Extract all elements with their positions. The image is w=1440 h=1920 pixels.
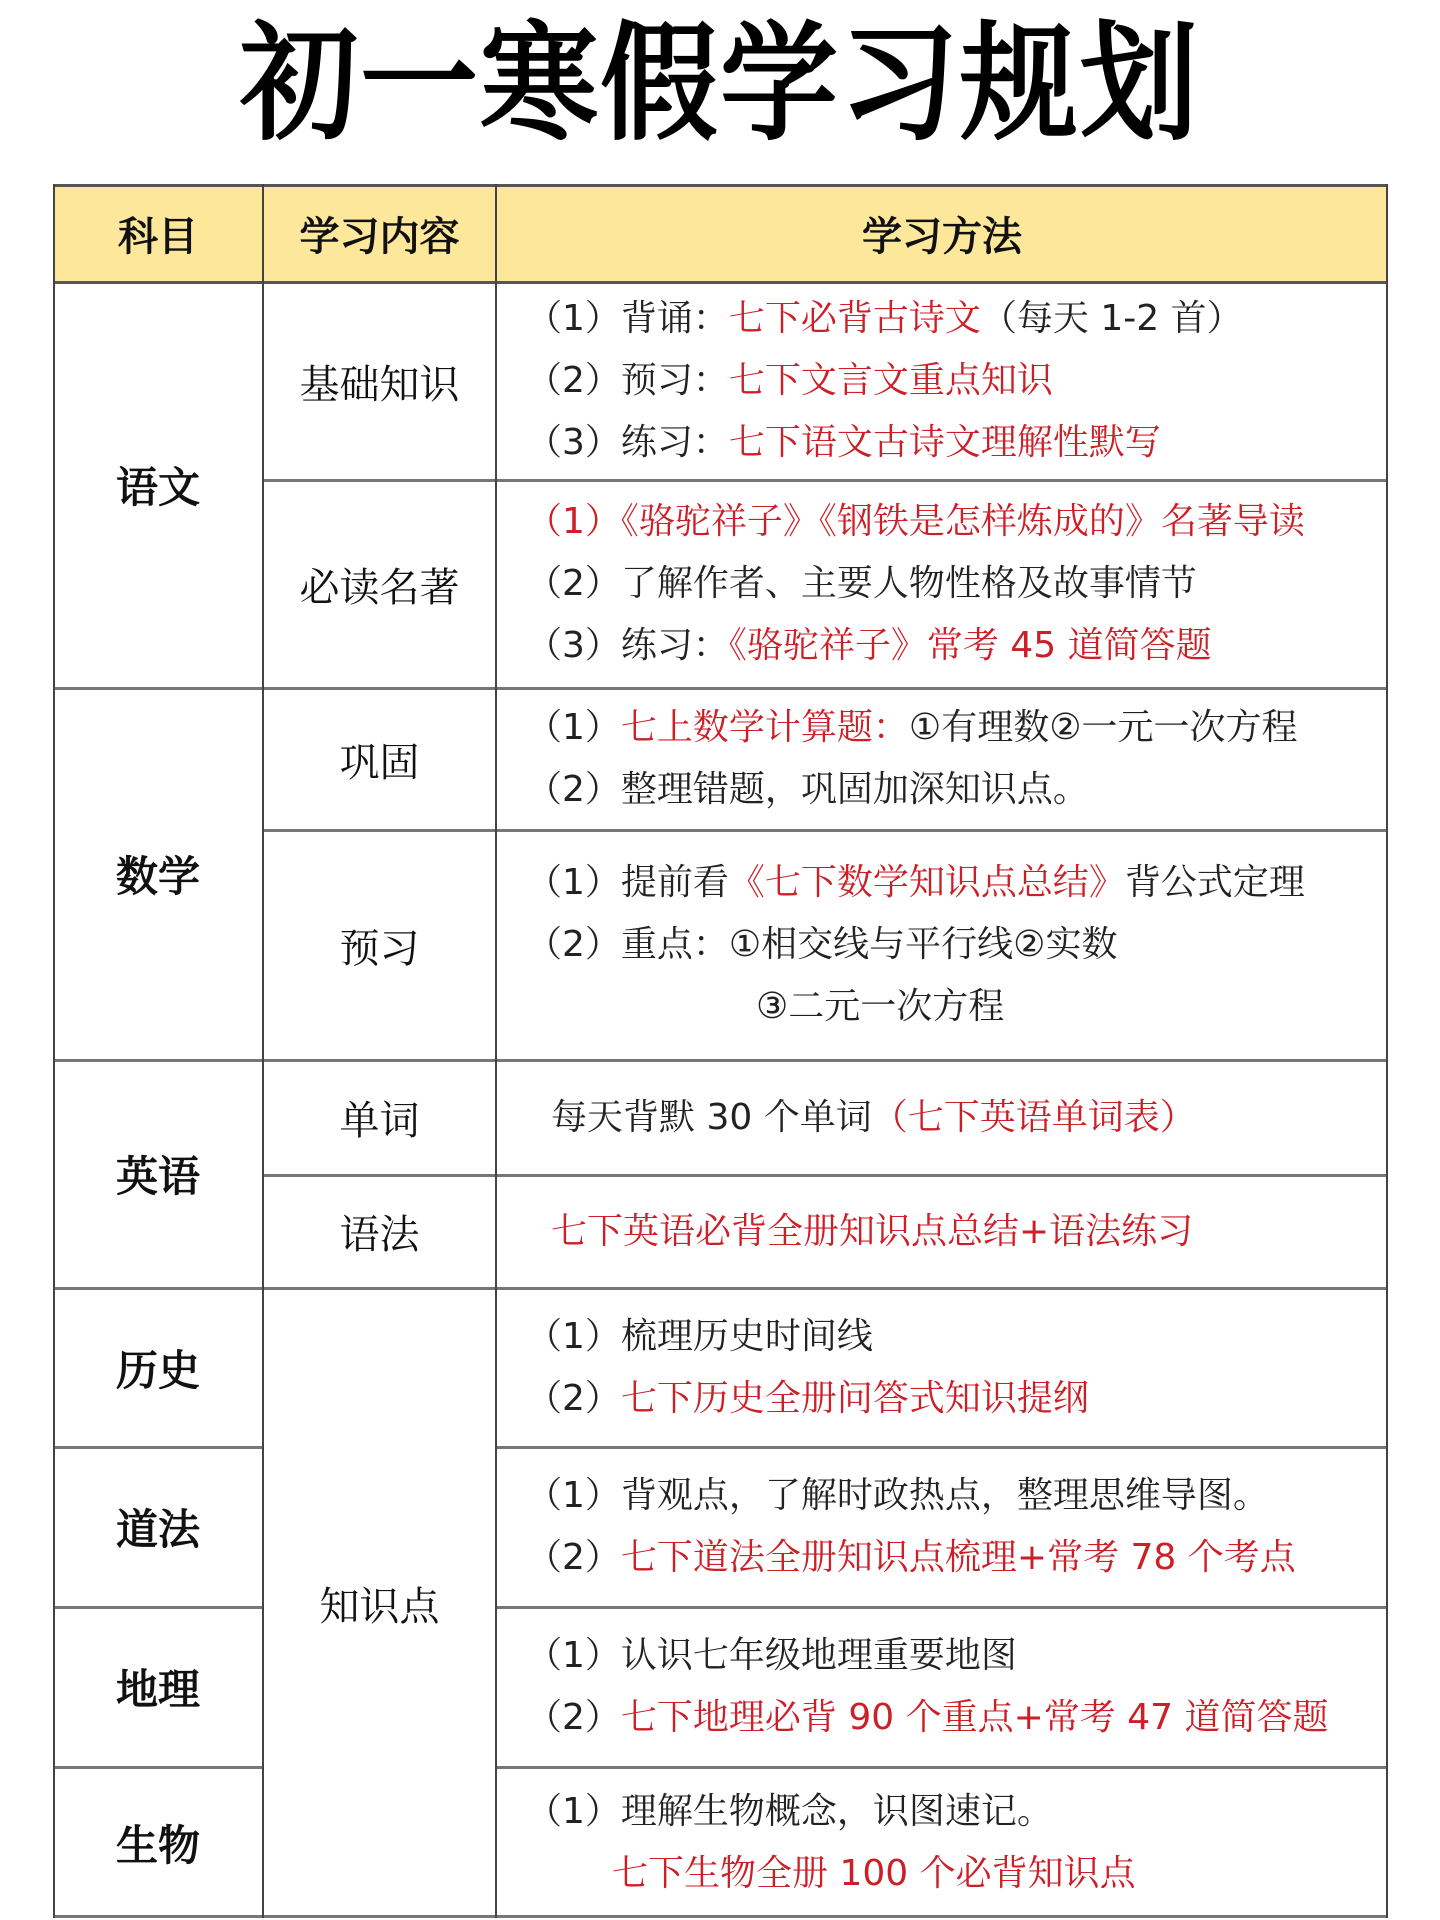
border xyxy=(53,1059,1388,1062)
method-cell xyxy=(496,688,1388,830)
subject-politics: 道法 xyxy=(115,1505,200,1554)
header-content: 学习内容 xyxy=(299,213,460,260)
method-text: （1） xyxy=(526,707,621,748)
border xyxy=(262,184,264,1918)
highlight-text: （七下英语单词表） xyxy=(871,1096,1196,1138)
method-text: ①有理数②一元一次方程 xyxy=(908,707,1298,748)
header-method: 学习方法 xyxy=(862,213,1022,260)
highlight-text: （1）《骆驼祥子》《钢铁是怎样炼成的》名著导读 xyxy=(526,501,1305,542)
highlight-text: 《七下数学知识点总结》 xyxy=(728,862,1125,903)
border xyxy=(496,1606,1388,1609)
method-line xyxy=(526,1306,1388,1368)
method-cell xyxy=(496,1288,1388,1447)
method-line xyxy=(526,1781,1388,1843)
topic-basic-knowledge: 基础知识 xyxy=(299,361,460,408)
method-cell xyxy=(496,282,1388,480)
topic-required-reading: 必读名著 xyxy=(299,564,460,611)
method-line xyxy=(526,1368,1388,1430)
method-line xyxy=(526,759,1388,821)
method-text: （2）预习： xyxy=(526,360,729,401)
highlight-text: 七下历史全册问答式知识提纲 xyxy=(620,1377,1089,1419)
method-line xyxy=(526,852,1388,914)
method-text: （2）整理错题，巩固加深知识点。 xyxy=(526,769,1089,810)
method-text: （2） xyxy=(526,1697,621,1738)
method-text: 背公式定理 xyxy=(1124,862,1305,903)
border xyxy=(53,1915,1388,1918)
topic-grammar: 语法 xyxy=(339,1212,420,1258)
border xyxy=(53,1766,263,1769)
method-line xyxy=(551,1087,1388,1149)
border xyxy=(496,1766,1388,1769)
subject-chinese: 语文 xyxy=(115,463,200,512)
highlight-text: 《骆驼祥子》常考 45 道简答题 xyxy=(728,625,1212,666)
border xyxy=(53,184,1388,187)
border xyxy=(1386,184,1388,1918)
method-cell xyxy=(496,1607,1388,1767)
subject-math: 数学 xyxy=(115,852,200,901)
method-text: （2）重点：①相交线与平行线②实数 xyxy=(526,924,1118,965)
method-text: （每天 1-2 首） xyxy=(980,298,1243,339)
method-text: （2） xyxy=(526,1537,621,1578)
topic-consolidate: 巩固 xyxy=(339,739,420,786)
highlight-text: 七上数学计算题： xyxy=(620,707,909,748)
method-cell xyxy=(496,1767,1388,1918)
method-cell xyxy=(496,1447,1388,1607)
border xyxy=(53,1606,263,1609)
page-title: 初一寒假学习规划 xyxy=(239,8,1200,158)
highlight-text: 七下英语必背全册知识点总结+语法练习 xyxy=(551,1210,1194,1252)
method-text: ③二元一次方程 xyxy=(756,986,1005,1027)
border xyxy=(263,829,1388,832)
highlight-text: 七下文言文重点知识 xyxy=(728,360,1053,401)
method-cell xyxy=(496,1060,1388,1175)
method-line xyxy=(526,615,1388,677)
subject-history: 历史 xyxy=(115,1345,200,1395)
method-line xyxy=(526,976,1388,1038)
topic-knowledge-points: 知识点 xyxy=(319,1583,440,1630)
method-line xyxy=(526,288,1388,350)
method-cell xyxy=(496,480,1388,688)
method-text: （2）了解作者、主要人物性格及故事情节 xyxy=(526,563,1197,604)
method-text: （3）练习： xyxy=(526,625,729,666)
subject-geography: 地理 xyxy=(115,1665,200,1714)
highlight-text: 七下道法全册知识点梳理+常考 78 个考点 xyxy=(620,1537,1296,1578)
method-line xyxy=(526,697,1388,759)
method-text: 每天背默 30 个单词 xyxy=(551,1096,872,1138)
method-text: （1）理解生物概念，识图速记。 xyxy=(526,1790,1053,1832)
method-line xyxy=(526,1527,1388,1589)
subject-english: 英语 xyxy=(115,1152,200,1201)
highlight-text: 七下地理必背 90 个重点+常考 47 道简答题 xyxy=(620,1697,1329,1738)
method-line xyxy=(526,350,1388,412)
method-line xyxy=(526,412,1388,474)
study-plan-table xyxy=(53,184,1388,1918)
method-line xyxy=(526,914,1388,976)
method-cell xyxy=(496,830,1388,1060)
method-line xyxy=(526,1625,1388,1687)
subject-biology: 生物 xyxy=(115,1820,200,1870)
border xyxy=(53,281,1388,284)
border xyxy=(263,479,1388,482)
method-line xyxy=(526,553,1388,615)
topic-vocabulary: 单词 xyxy=(339,1098,420,1144)
method-text: （1）认识七年级地理重要地图 xyxy=(526,1635,1017,1676)
method-line xyxy=(526,491,1388,553)
border xyxy=(53,184,55,1918)
border xyxy=(496,1446,1388,1449)
highlight-text: 七下语文古诗文理解性默写 xyxy=(728,422,1161,463)
method-text: （1）背观点，了解时政热点，整理思维导图。 xyxy=(526,1475,1269,1516)
method-line xyxy=(551,1201,1388,1263)
method-text: （3）练习： xyxy=(526,422,729,463)
border xyxy=(495,184,497,1918)
method-text: （1）梳理历史时间线 xyxy=(526,1315,873,1357)
method-text: （1）背诵： xyxy=(526,298,729,339)
header-subject: 科目 xyxy=(118,213,198,260)
border xyxy=(53,687,1388,690)
topic-preview: 预习 xyxy=(339,925,420,972)
border xyxy=(53,1287,1388,1290)
method-text: （2） xyxy=(526,1377,621,1419)
method-text: （1）提前看 xyxy=(526,862,729,903)
method-cell xyxy=(496,1175,1388,1288)
border xyxy=(263,1174,1388,1177)
highlight-text: 七下必背古诗文 xyxy=(728,298,981,339)
highlight-text: 七下生物全册 100 个必背知识点 xyxy=(612,1852,1136,1894)
method-line xyxy=(526,1465,1388,1527)
method-line xyxy=(526,1687,1388,1749)
border xyxy=(53,1446,263,1449)
method-line xyxy=(526,1843,1388,1905)
